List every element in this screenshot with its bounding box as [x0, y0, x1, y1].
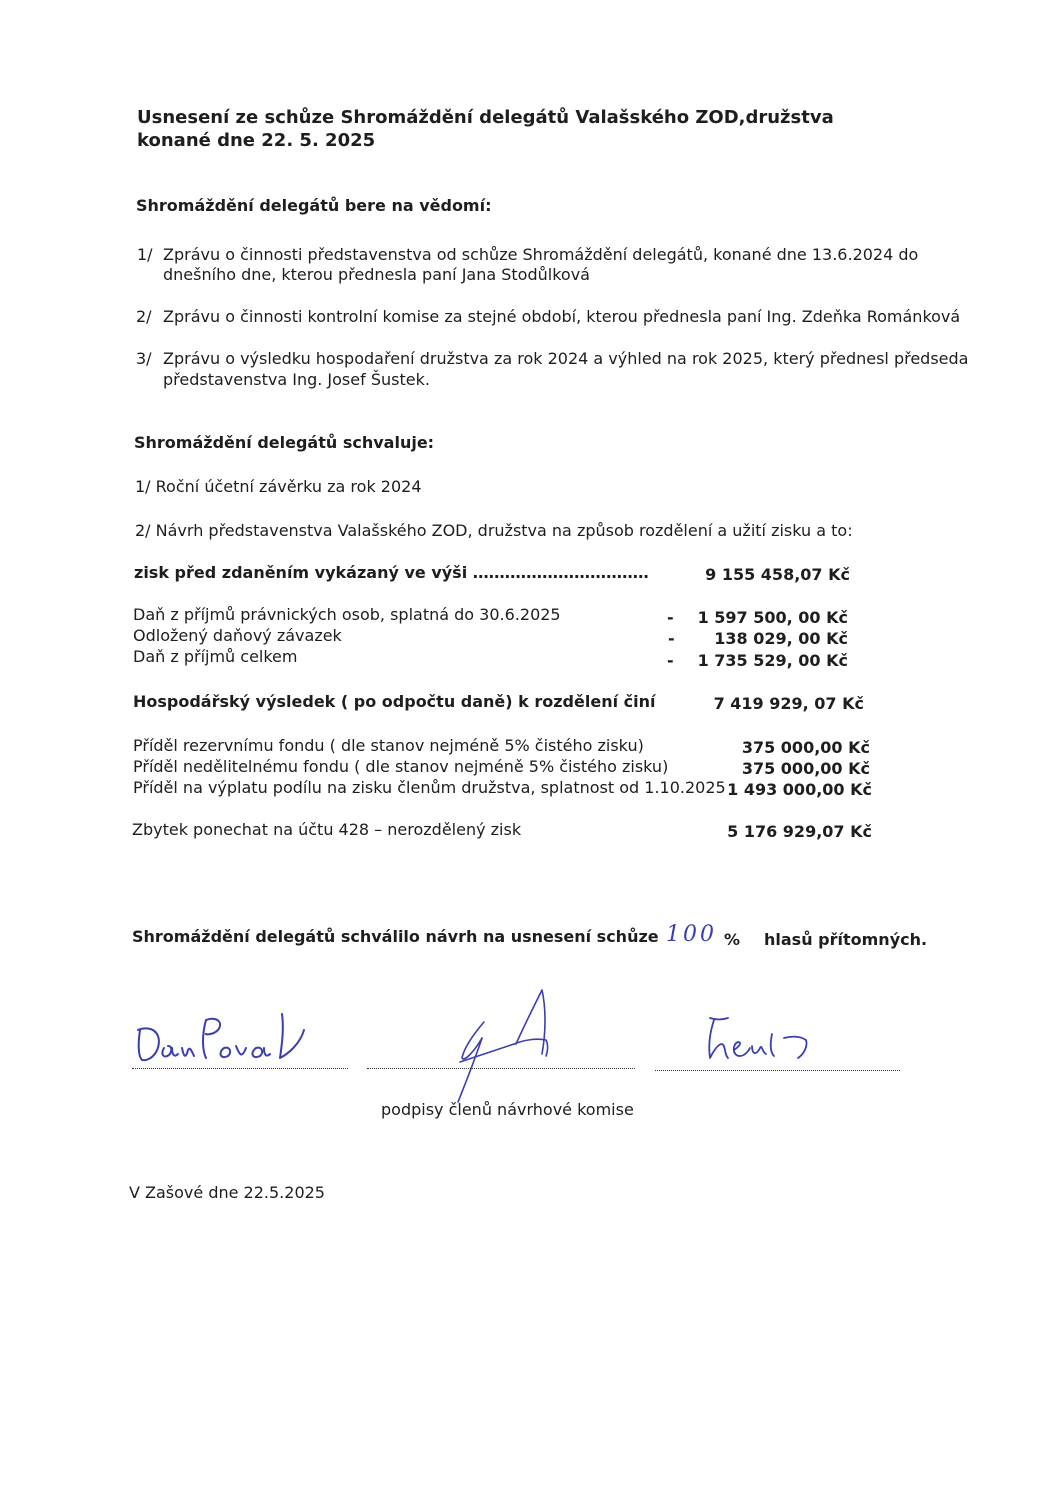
item-1-number: 1/ — [137, 245, 153, 264]
item-2-number: 2/ — [136, 307, 152, 326]
allocation-value-2: 375 000,00 Kč — [741, 759, 870, 778]
result-label: Hospodářský výsledek ( po odpočtu daně) k rozdělení činí — [133, 692, 656, 711]
tax-label-1: Daň z příjmů právnických osob, splatná do 30.6.2025 — [133, 605, 561, 624]
item-3-line1: Zprávu o výsledku hospodaření družstva za rok 2024 a výhled na rok 2025, který přednesl předseda — [163, 349, 969, 368]
allocation-label-1: Příděl rezervnímu fondu ( dle stanov nejméně 5% čistého zisku) — [133, 736, 644, 755]
result-value: 7 419 929, 07 Kč — [713, 694, 864, 713]
tax-value-2: 138 029, 00 Kč — [714, 629, 848, 648]
tax-value-3: 1 735 529, 00 Kč — [697, 651, 848, 670]
signature-2 — [438, 986, 558, 1106]
tax-sign-2: - — [668, 629, 675, 648]
allocation-value-3: 1 493 000,00 Kč — [727, 780, 872, 799]
handwritten-percent: 100 — [666, 922, 717, 947]
remainder-value: 5 176 929,07 Kč — [727, 822, 872, 841]
schvaluje-item-2: 2/ Návrh představenstva Valašského ZOD, družstva na způsob rozdělení a užití zisku a to: — [135, 521, 853, 540]
tax-sign-3: - — [667, 651, 674, 670]
section-bere-heading: Shromáždění delegátů bere na vědomí: — [136, 196, 492, 215]
signature-1 — [132, 1008, 317, 1066]
item-1-line2: dnešního dne, kterou přednesla paní Jana Stodůlková — [163, 265, 590, 284]
signature-line-2 — [367, 1068, 635, 1069]
item-1-line1: Zprávu o činnosti představenstva od schůze Shromáždění delegátů, konané dne 13.6.2024 do — [163, 245, 919, 264]
approval-text-before: Shromáždění delegátů schválilo návrh na usnesení schůze — [132, 927, 659, 946]
approval-text-after: hlasů přítomných. — [764, 930, 928, 949]
tax-value-1: 1 597 500, 00 Kč — [697, 608, 848, 627]
document-title-line2: konané dne 22. 5. 2025 — [137, 130, 376, 151]
allocation-label-3: Příděl na výplatu podílu na zisku členům družstva, splatnost od 1.10.2025 — [133, 778, 726, 797]
item-3-line2: představenstva Ing. Josef Šustek. — [163, 370, 430, 389]
signature-3 — [700, 1014, 820, 1066]
remainder-label: Zbytek ponechat na účtu 428 – nerozdělený zisk — [132, 820, 522, 839]
item-3-number: 3/ — [136, 349, 152, 368]
percent-sign: % — [724, 930, 741, 949]
document-title-line1: Usnesení ze schůze Shromáždění delegátů Valašského ZOD,družstva — [137, 107, 834, 128]
schvaluje-item-1: 1/ Roční účetní závěrku za rok 2024 — [135, 477, 422, 496]
tax-label-3: Daň z příjmů celkem — [133, 647, 298, 666]
signatures-caption: podpisy členů návrhové komise — [381, 1100, 634, 1119]
section-schvaluje-heading: Shromáždění delegátů schvaluje: — [134, 433, 435, 452]
profit-label: zisk před zdaněním vykázaný ve výši …………………………… — [134, 563, 649, 582]
profit-value: 9 155 458,07 Kč — [705, 565, 850, 584]
tax-sign-1: - — [667, 608, 674, 627]
allocation-value-1: 375 000,00 Kč — [741, 738, 870, 757]
place-and-date: V Zašové dne 22.5.2025 — [129, 1183, 325, 1202]
tax-label-2: Odložený daňový závazek — [133, 626, 342, 645]
signature-line-3 — [655, 1070, 900, 1071]
item-2-line1: Zprávu o činnosti kontrolní komise za stejné období, kterou přednesla paní Ing. Zdeňka Románková — [163, 307, 961, 326]
allocation-label-2: Příděl nedělitelnému fondu ( dle stanov nejméně 5% čistého zisku) — [133, 757, 669, 776]
signature-line-1 — [132, 1068, 348, 1069]
